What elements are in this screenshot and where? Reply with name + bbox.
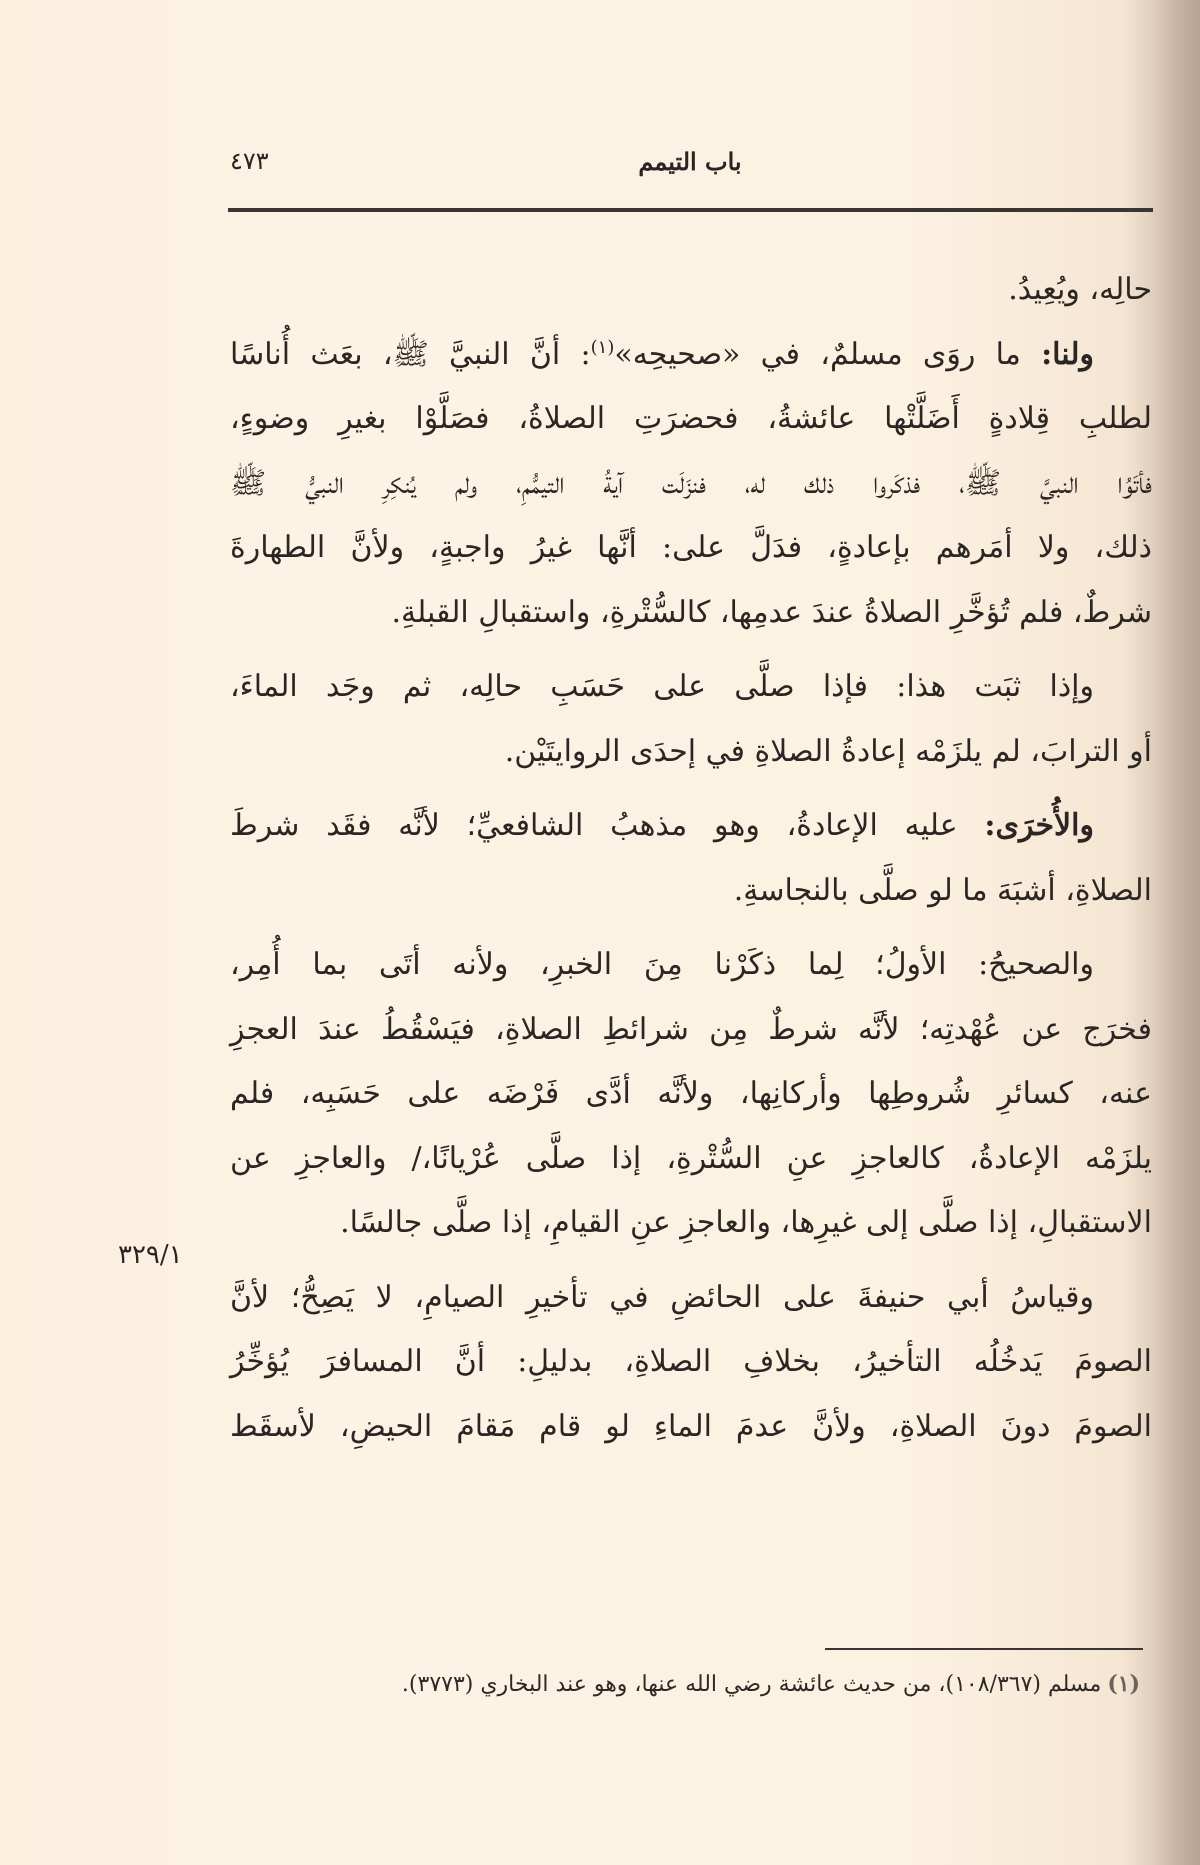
text-line: حالِه، ويُعِيدُ. xyxy=(1008,272,1152,307)
text-line: والصحيحُ: الأولُ؛ لِما ذكَرْنا مِنَ الخبرِ، ولأنه أتَى بما أُمِر، xyxy=(230,947,1094,982)
page-number: ٤٧٣ xyxy=(230,147,269,175)
body-text xyxy=(230,258,1152,1459)
text-line: لطلبِ قِلادةٍ أَضَلَّتْها عائشةُ، فحضرَتِ الصلاةُ، فصَلَّوْا بغيرِ وضوءٍ، xyxy=(230,401,1152,436)
text-line: الاستقبالِ، إذا صلَّى إلى غيرِها، والعاجزِ عنِ القيامِ، إذا صلَّى جالسًا. xyxy=(340,1205,1152,1240)
text-line: شرطٌ، فلم تُؤخَّرِ الصلاةُ عندَ عدمِها، كالسُّتْرةِ، واستقبالِ القبلةِ. xyxy=(391,594,1152,630)
text-line: ذلك، ولا أمَرهم بإعادةٍ، فدَلَّ على: أنَّها غيرُ واجبةٍ، ولأنَّ الطهارةَ xyxy=(230,530,1152,565)
text-line: فأتَوُا النبيَّ ﷺ، فذكَروا ذلك له، فنزَلَت آيةُ التيمُّمِ، ولم يُنكِرِ النبيُّ ﷺ xyxy=(230,465,1152,501)
footnote xyxy=(320,1668,1140,1701)
keyword: والأُخرَى: xyxy=(984,808,1094,843)
header-rule xyxy=(228,208,1153,212)
margin-reference: ٣٢٩/١ xyxy=(118,1240,183,1270)
text-line: الصومَ يَدخُلُه التأخيرُ، بخلافِ الصلاةِ، بدليلِ: أنَّ المسافرَ يُؤخِّرُ xyxy=(230,1344,1152,1379)
text-line: فخرَج عن عُهْدتِه؛ لأنَّه شرطٌ مِن شرائطِ الصلاةِ، فيَسْقُطُ عندَ العجزِ xyxy=(230,1011,1152,1047)
running-head: باب التيمم xyxy=(638,147,742,176)
footnote-number: (١) xyxy=(1107,1671,1140,1697)
text-line: الصومَ دونَ الصلاةِ، ولأنَّ عدمَ الماءِ لو قام مَقامَ الحيضِ، لأسقَط xyxy=(230,1408,1152,1444)
text-line: ولنا: ما روَى مسلمٌ، في «صحيحِه»$^{(١)}$: أنَّ النبيَّ ﷺ، بعَث أُناسًا xyxy=(230,336,1094,372)
text-line: أو الترابَ، لم يلزَمْه إعادةُ الصلاةِ في إحدَى الروايتَيْن. xyxy=(504,733,1152,769)
text-line: والأُخرَى: عليه الإعادةُ، وهو مذهبُ الشافعيِّ؛ لأنَّه فقَد شرطَ xyxy=(230,808,1094,843)
text-line: وقياسُ أبي حنيفةَ على الحائضِ في تأخيرِ الصيامِ، لا يَصِحُّ؛ لأنَّ xyxy=(230,1279,1094,1315)
footnote-text: مسلم (١٠٨/٣٦٧)، من حديث عائشة رضي الله عنها، وهو عند البخاري (٣٧٧٣). xyxy=(401,1672,1102,1697)
text-line: وإذا ثبَت هذا: فإذا صلَّى على حَسَبِ حالِه، ثم وجَد الماءَ، xyxy=(230,669,1094,704)
keyword: ولنا: xyxy=(1041,336,1094,372)
footnote-rule xyxy=(825,1648,1143,1650)
text-line: عنه، كسائرِ شُروطِها وأركانِها، ولأنَّه أدَّى فَرْضَه على حَسَبِه، فلم xyxy=(230,1076,1152,1111)
footnote-ref[interactable]: (١) xyxy=(590,336,615,358)
text-line: يلزَمْه الإعادةُ، كالعاجزِ عنِ السُّتْرةِ، إذا صلَّى عُرْيانًا،/ والعاجزِ عن xyxy=(230,1140,1152,1176)
text-line: الصلاةِ، أشبَهَ ما لو صلَّى بالنجاسةِ. xyxy=(733,872,1152,908)
